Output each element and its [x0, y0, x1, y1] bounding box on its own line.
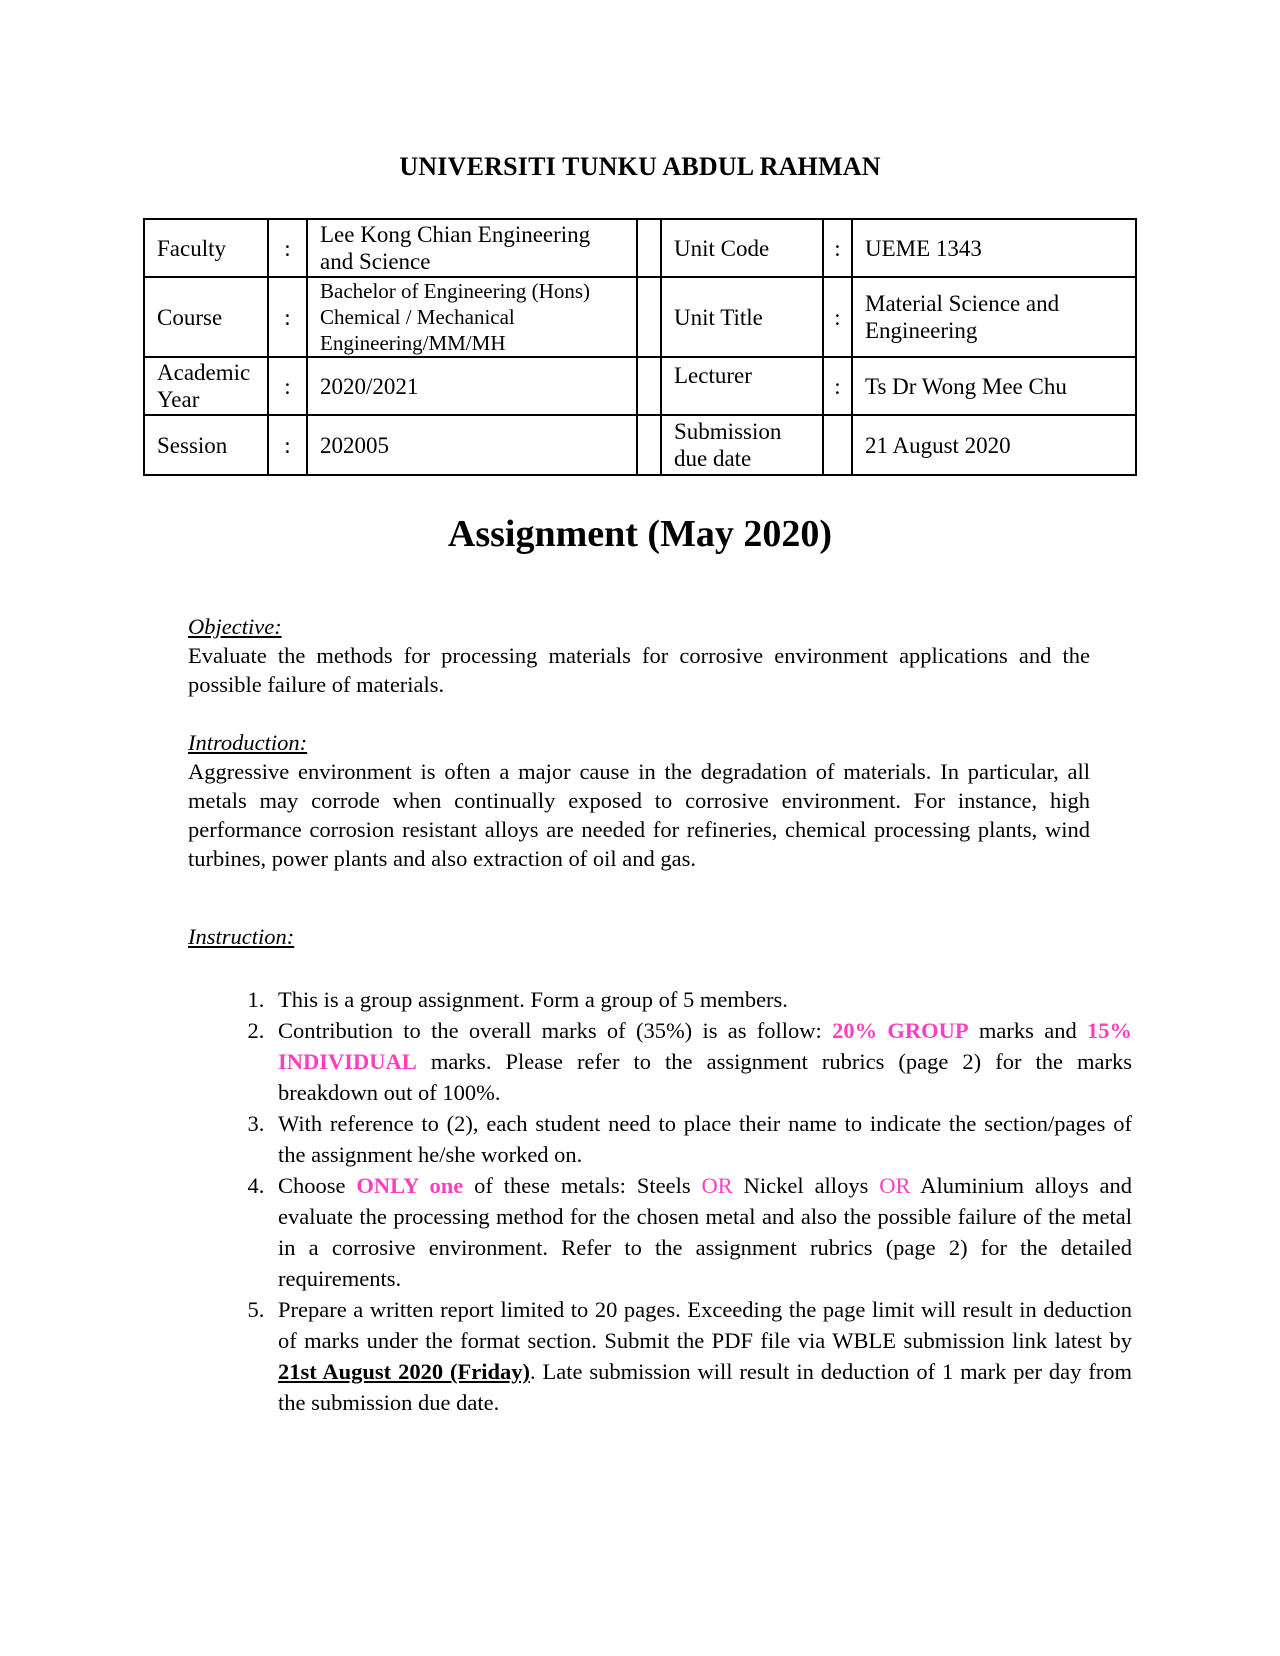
- spacer-cell: [637, 357, 661, 415]
- table-row: [144, 277, 1136, 357]
- due-date-value: 21 August 2020: [852, 415, 1136, 475]
- list-item: [270, 1108, 1132, 1170]
- individual-marks-highlight: 15% INDIVIDUAL: [278, 1018, 1132, 1074]
- table-row: [144, 357, 1136, 415]
- introduction-text: Aggressive environment is often a major cause in the degradation of materials. In particular, all metals may corrode when continually exposed to corrosive environment. For instance, high performance corrosion resistant alloys are needed for refineries, chemical processing plants, wind turbines, power plants and also extraction of oil and gas.: [188, 759, 1090, 871]
- list-item: [270, 1294, 1132, 1418]
- table-row: [144, 415, 1136, 475]
- colon: :: [823, 357, 852, 415]
- course-value: Bachelor of Engineering (Hons) Chemical / Mechanical Engineering/MM/MH: [307, 277, 637, 357]
- colon: :: [823, 277, 852, 357]
- lecturer-label: Lecturer: [661, 357, 823, 415]
- objective-text: Evaluate the methods for processing materials for corrosive environment applications and the possible failure of materials.: [188, 643, 1090, 697]
- unit-title-label: Unit Title: [661, 277, 823, 357]
- item2-text-a: Contribution to the overall marks of (35%) is as follow:: [278, 1018, 833, 1043]
- unit-title-value: Material Science and Engineering: [852, 277, 1136, 357]
- item2-text-b: marks and: [968, 1018, 1087, 1043]
- only-one-highlight: ONLY one: [356, 1173, 464, 1198]
- unit-code-value: UEME 1343: [852, 219, 1136, 277]
- list-item: [270, 984, 1132, 1015]
- list-item: [270, 1015, 1132, 1108]
- instruction-item-1: This is a group assignment. Form a group of 5 members.: [278, 987, 788, 1012]
- objective-section: [188, 612, 1090, 699]
- course-label: Course: [144, 277, 268, 357]
- instruction-list: [228, 984, 1132, 1418]
- colon: :: [268, 219, 307, 277]
- spacer-cell: [637, 277, 661, 357]
- item2-text-c: marks. Please refer to the assignment rubrics (page 2) for the marks breakdown out of 100%.: [278, 1049, 1132, 1105]
- colon: :: [268, 357, 307, 415]
- session-label: Session: [144, 415, 268, 475]
- academic-year-value: 2020/2021: [307, 357, 637, 415]
- introduction-section: [188, 728, 1090, 873]
- table-row: [144, 219, 1136, 277]
- instruction-heading-text: Instruction:: [188, 924, 295, 949]
- spacer-cell: [823, 415, 852, 475]
- objective-heading: Objective:: [188, 614, 282, 639]
- unit-code-label: Unit Code: [661, 219, 823, 277]
- or-highlight-1: OR: [701, 1173, 733, 1198]
- item4-text-b: of these metals: Steels: [463, 1173, 702, 1198]
- session-value: 202005: [307, 415, 637, 475]
- faculty-value: Lee Kong Chian Engineering and Science: [307, 219, 637, 277]
- due-date-label: Submission due date: [661, 415, 823, 475]
- spacer-cell: [637, 415, 661, 475]
- colon: :: [268, 415, 307, 475]
- or-highlight-2: OR: [879, 1173, 911, 1198]
- instruction-heading: [188, 922, 1090, 951]
- item4-text-d: Aluminium alloys and evaluate the processing method for the chosen metal and also the possible failure of the metal in a corrosive environment. Refer to the assignment rubrics (page 2) for the detailed requirements.: [278, 1173, 1133, 1291]
- assignment-title: Assignment (May 2020): [447, 513, 833, 555]
- faculty-label: Faculty: [144, 219, 268, 277]
- item4-text-c: Nickel alloys: [732, 1173, 880, 1198]
- lecturer-value: Ts Dr Wong Mee Chu: [852, 357, 1136, 415]
- colon: :: [823, 219, 852, 277]
- introduction-heading: Introduction:: [188, 730, 308, 755]
- deadline-date: 21st August 2020 (Friday): [278, 1359, 530, 1384]
- group-marks-highlight: 20% GROUP: [832, 1018, 969, 1043]
- spacer-cell: [637, 219, 661, 277]
- item5-text-a: Prepare a written report limited to 20 pages. Exceeding the page limit will result in deduction of marks under the format section. Submit the PDF file via WBLE submission link latest by: [278, 1297, 1132, 1353]
- academic-year-label: Academic Year: [144, 357, 268, 415]
- colon: :: [268, 277, 307, 357]
- course-info-table: [143, 218, 1137, 476]
- list-item: [270, 1170, 1132, 1294]
- university-name: UNIVERSITI TUNKU ABDUL RAHMAN: [399, 152, 881, 181]
- item4-text-a: Choose: [278, 1173, 357, 1198]
- item5-text-b: . Late submission will result in deduction of 1 mark per day from the submission due date.: [278, 1359, 1133, 1415]
- instruction-item-3: With reference to (2), each student need to place their name to indicate the section/pages of the assignment he/she worked on.: [278, 1111, 1132, 1167]
